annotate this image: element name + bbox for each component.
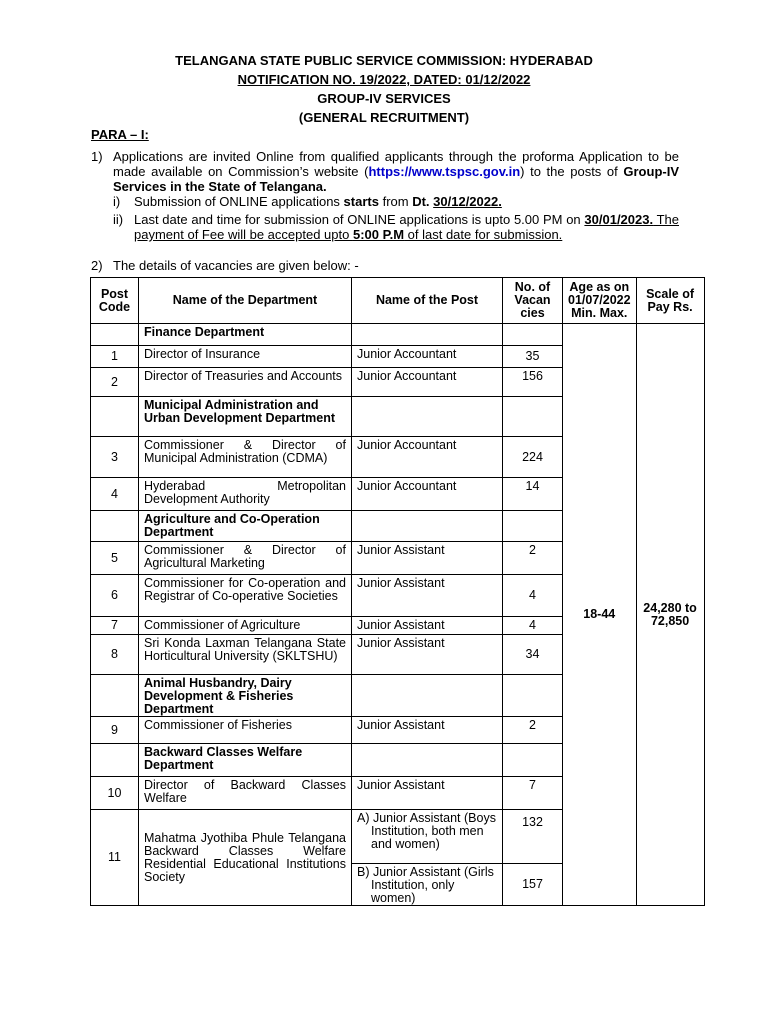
item-1-number: 1) (91, 149, 103, 164)
table-row: 1 Director of Insurance Junior Accountant 35 (91, 346, 705, 368)
table-row: 3 Commissioner & Director of Municipal Administration (CDMA) Junior Accountant 224 (91, 437, 705, 478)
table-row: 4 Hyderabad Metropolitan Development Authority Junior Accountant 14 (91, 478, 705, 511)
department-name: Finance Department (139, 324, 352, 346)
website-link[interactable]: https://www.tspsc.gov.in (368, 164, 521, 179)
header-vacancies: No. of Vacan cies (503, 278, 563, 324)
item-1-text: Applications are invited Online from qualified applicants through the proforma Application to be made available on Commission’s website (https://www.tspsc.gov.in) to the posts of Group-IV Services in the State of Telangana. (113, 149, 679, 194)
vacancies-table (90, 277, 705, 906)
header-department: Name of the Department (139, 278, 352, 324)
table-row: 9 Commissioner of Fisheries Junior Assistant 2 (91, 717, 705, 744)
item-1-sub-ii: ii) Last date and time for submission of ONLINE applications is upto 5.00 PM on 30/01/2023. The payment of Fee will be accepted upto 5:00 P.M of last date for submission. (113, 212, 679, 242)
header-age: Age as on 01/07/2022 Min. Max. (563, 278, 637, 324)
table-row: 11 Mahatma Jyothiba Phule Telangana Backward Classes Welfare Residential Educational Institutions Society A) Junior Assistant (Boys Institution, both men and women) 132 (91, 810, 705, 864)
pay-scale: 24,280 to 72,850 (636, 324, 704, 906)
item-2: 2) The details of vacancies are given below: - (91, 258, 359, 273)
header-post: Name of the Post (352, 278, 503, 324)
dept-row (91, 324, 705, 346)
item-1 (91, 149, 679, 194)
table-row: 8 Sri Konda Laxman Telangana State Horticultural University (SKLTSHU) Junior Assistant 34 (91, 635, 705, 675)
table-header-row (91, 278, 705, 324)
table-row: B) Junior Assistant (Girls Institution, only women) 157 (91, 864, 705, 906)
table-row: 2 Director of Treasuries and Accounts Junior Accountant 156 (91, 368, 705, 397)
header-pay-scale: Scale of Pay Rs. (636, 278, 704, 324)
table-row: 7 Commissioner of Agriculture Junior Assistant 4 (91, 617, 705, 635)
commission-title: TELANGANA STATE PUBLIC SERVICE COMMISSION: HYDERABAD (175, 53, 593, 68)
header-post-code: Post Code (91, 278, 139, 324)
table-row: 5 Commissioner & Director of Agricultural Marketing Junior Assistant 2 (91, 542, 705, 575)
dept-row: Agriculture and Co-Operation Department (91, 511, 705, 542)
table-row: 6 Commissioner for Co-operation and Registrar of Co-operative Societies Junior Assistant 4 (91, 575, 705, 617)
services-title: GROUP-IV SERVICES (317, 91, 451, 106)
item-1-sub-i: i) Submission of ONLINE applications starts from Dt. 30/12/2022. (113, 194, 502, 209)
dept-row: Animal Husbandry, Dairy Development & Fisheries Department (91, 675, 705, 717)
recruitment-type: (GENERAL RECRUITMENT) (298, 110, 470, 125)
dept-row: Municipal Administration and Urban Development Department (91, 397, 705, 437)
para-heading: PARA – I: (91, 127, 149, 142)
dept-row: Backward Classes Welfare Department (91, 744, 705, 777)
notification-number: NOTIFICATION NO. 19/2022, DATED: 01/12/2022 (237, 72, 531, 87)
age-range: 18-44 (563, 324, 637, 906)
table-row: 10 Director of Backward Classes Welfare Junior Assistant 7 (91, 777, 705, 810)
